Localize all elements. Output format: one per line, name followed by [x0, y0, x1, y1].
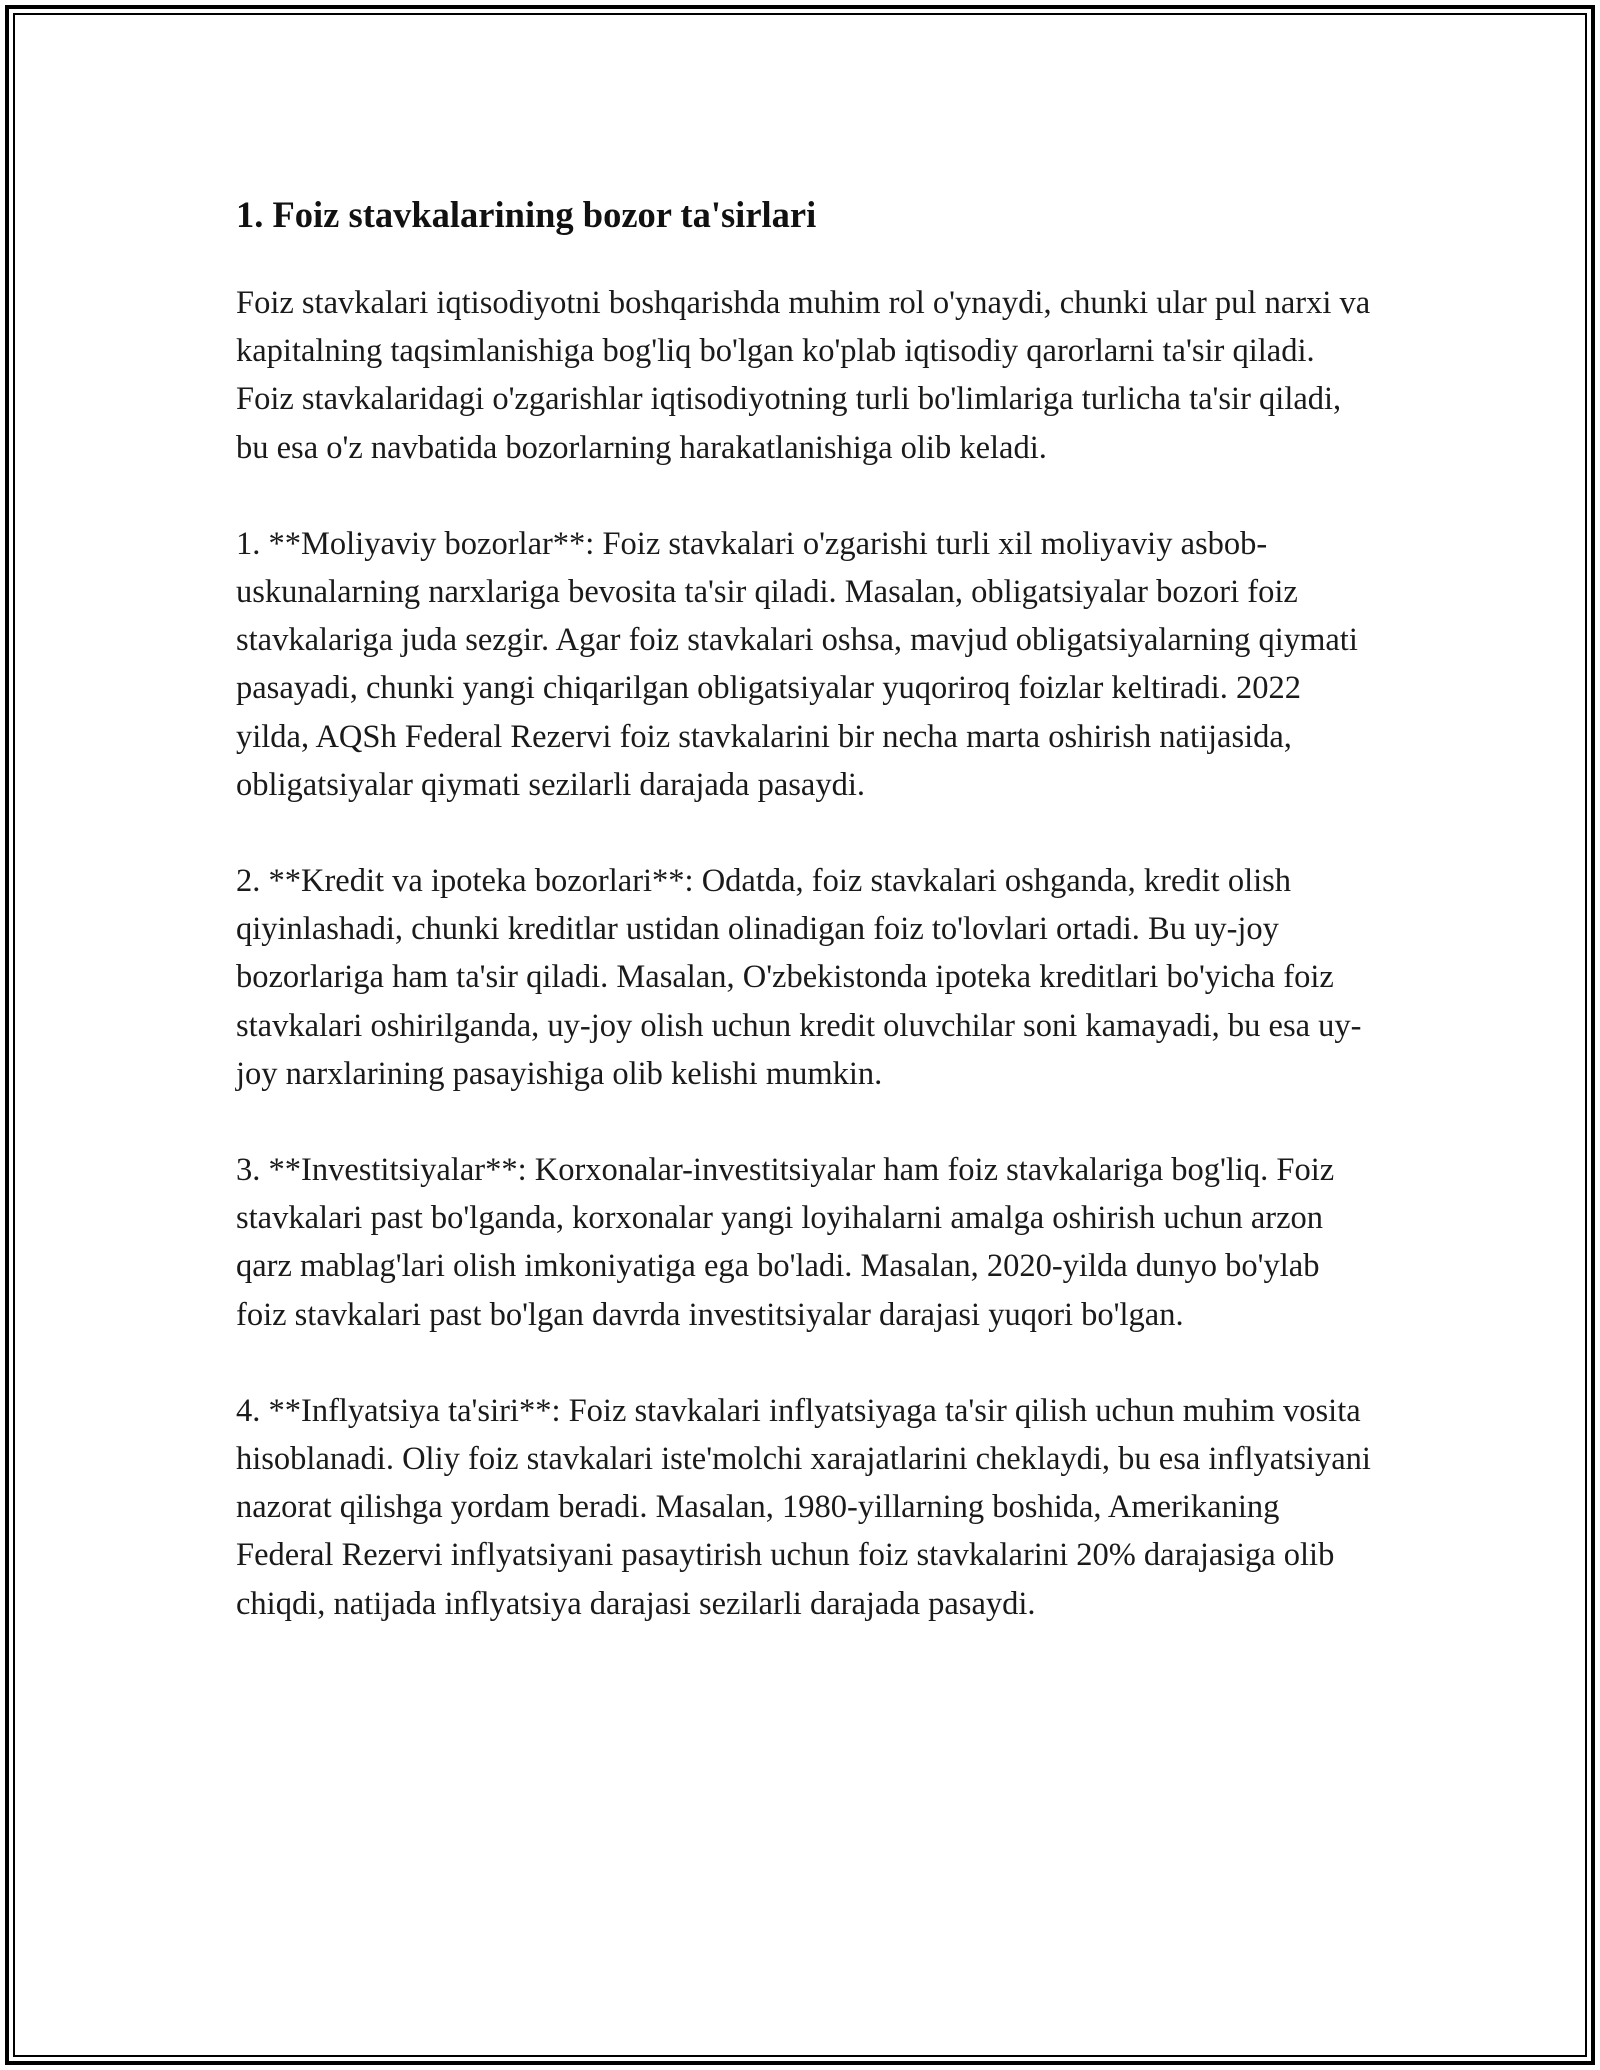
document-body: [236, 182, 1376, 1676]
paragraph-credit-mortgage-markets: 2. **Kredit va ipoteka bozorlari**: Odatda, foiz stavkalari oshganda, kredit olish qiyinlashadi, chunki kreditlar ustidan olinadigan foiz to'lovlari ortadi. Bu uy-joy bozorlariga ham ta'sir qiladi. Masalan, O'zbekistonda ipoteka kreditlari bo'yicha foiz stavkalari oshirilganda, uy-joy olish uchun kredit oluvchilar soni kamayadi, bu esa uy-joy narxlarining pasayishiga olib kelishi mumkin.: [236, 863, 1362, 1092]
intro-paragraph: Foiz stavkalari iqtisodiyotni boshqarishda muhim rol o'ynaydi, chunki ular pul narxi va kapitalning taqsimlanishiga bog'liq bo'lgan ko'plab iqtisodiy qarorlarni ta'sir qiladi. Foiz stavkalaridagi o'zgarishlar iqtisodiyotning turli bo'limlariga turlicha ta'sir qiladi, bu esa o'z navbatida bozorlarning harakatlanishiga olib keladi.: [236, 285, 1371, 466]
paragraph-financial-markets: 1. **Moliyaviy bozorlar**: Foiz stavkalari o'zgarishi turli xil moliyaviy asbob-uskunalarning narxlariga bevosita ta'sir qiladi. Masalan, obligatsiyalar bozori foiz stavkalariga juda sezgir. Agar foiz stavkalari oshsa, mavjud obligatsiyalarning qiymati pasayadi, chunki yangi chiqarilgan obligatsiyalar yuqoriroq foizlar keltiradi. 2022 yilda, AQSh Federal Rezervi foiz stavkalarini bir necha marta oshirish natijasida, obligatsiyalar qiymati sezilarli darajada pasaydi.: [236, 525, 1358, 803]
paragraph-inflation-impact: 4. **Inflyatsiya ta'siri**: Foiz stavkalari inflyatsiyaga ta'sir qilish uchun muhim vosita hisoblanadi. Oliy foiz stavkalari iste'molchi xarajatlarini cheklaydi, bu esa inflyatsiyani nazorat qilishga yordam beradi. Masalan, 1980-yillarning boshida, Amerikaning Federal Rezervi inflyatsiyani pasaytirish uchun foiz stavkalarini 20% darajasiga olib chiqdi, natijada inflyatsiya darajasi sezilarli darajada pasaydi.: [236, 1392, 1371, 1622]
paragraph-investments: 3. **Investitsiyalar**: Korxonalar-investitsiyalar ham foiz stavkalariga bog'liq. Foiz stavkalari past bo'lganda, korxonalar yangi loyihalarni amalga oshirish uchun arzon qarz mablag'lari olish imkoniyatiga ega bo'ladi. Masalan, 2020-yilda dunyo bo'ylab foiz stavkalari past bo'lgan davrda investitsiyalar darajasi yuqori bo'lgan.: [236, 1152, 1335, 1333]
page-title: 1. Foiz stavkalarining bozor ta'sirlari: [236, 194, 817, 235]
